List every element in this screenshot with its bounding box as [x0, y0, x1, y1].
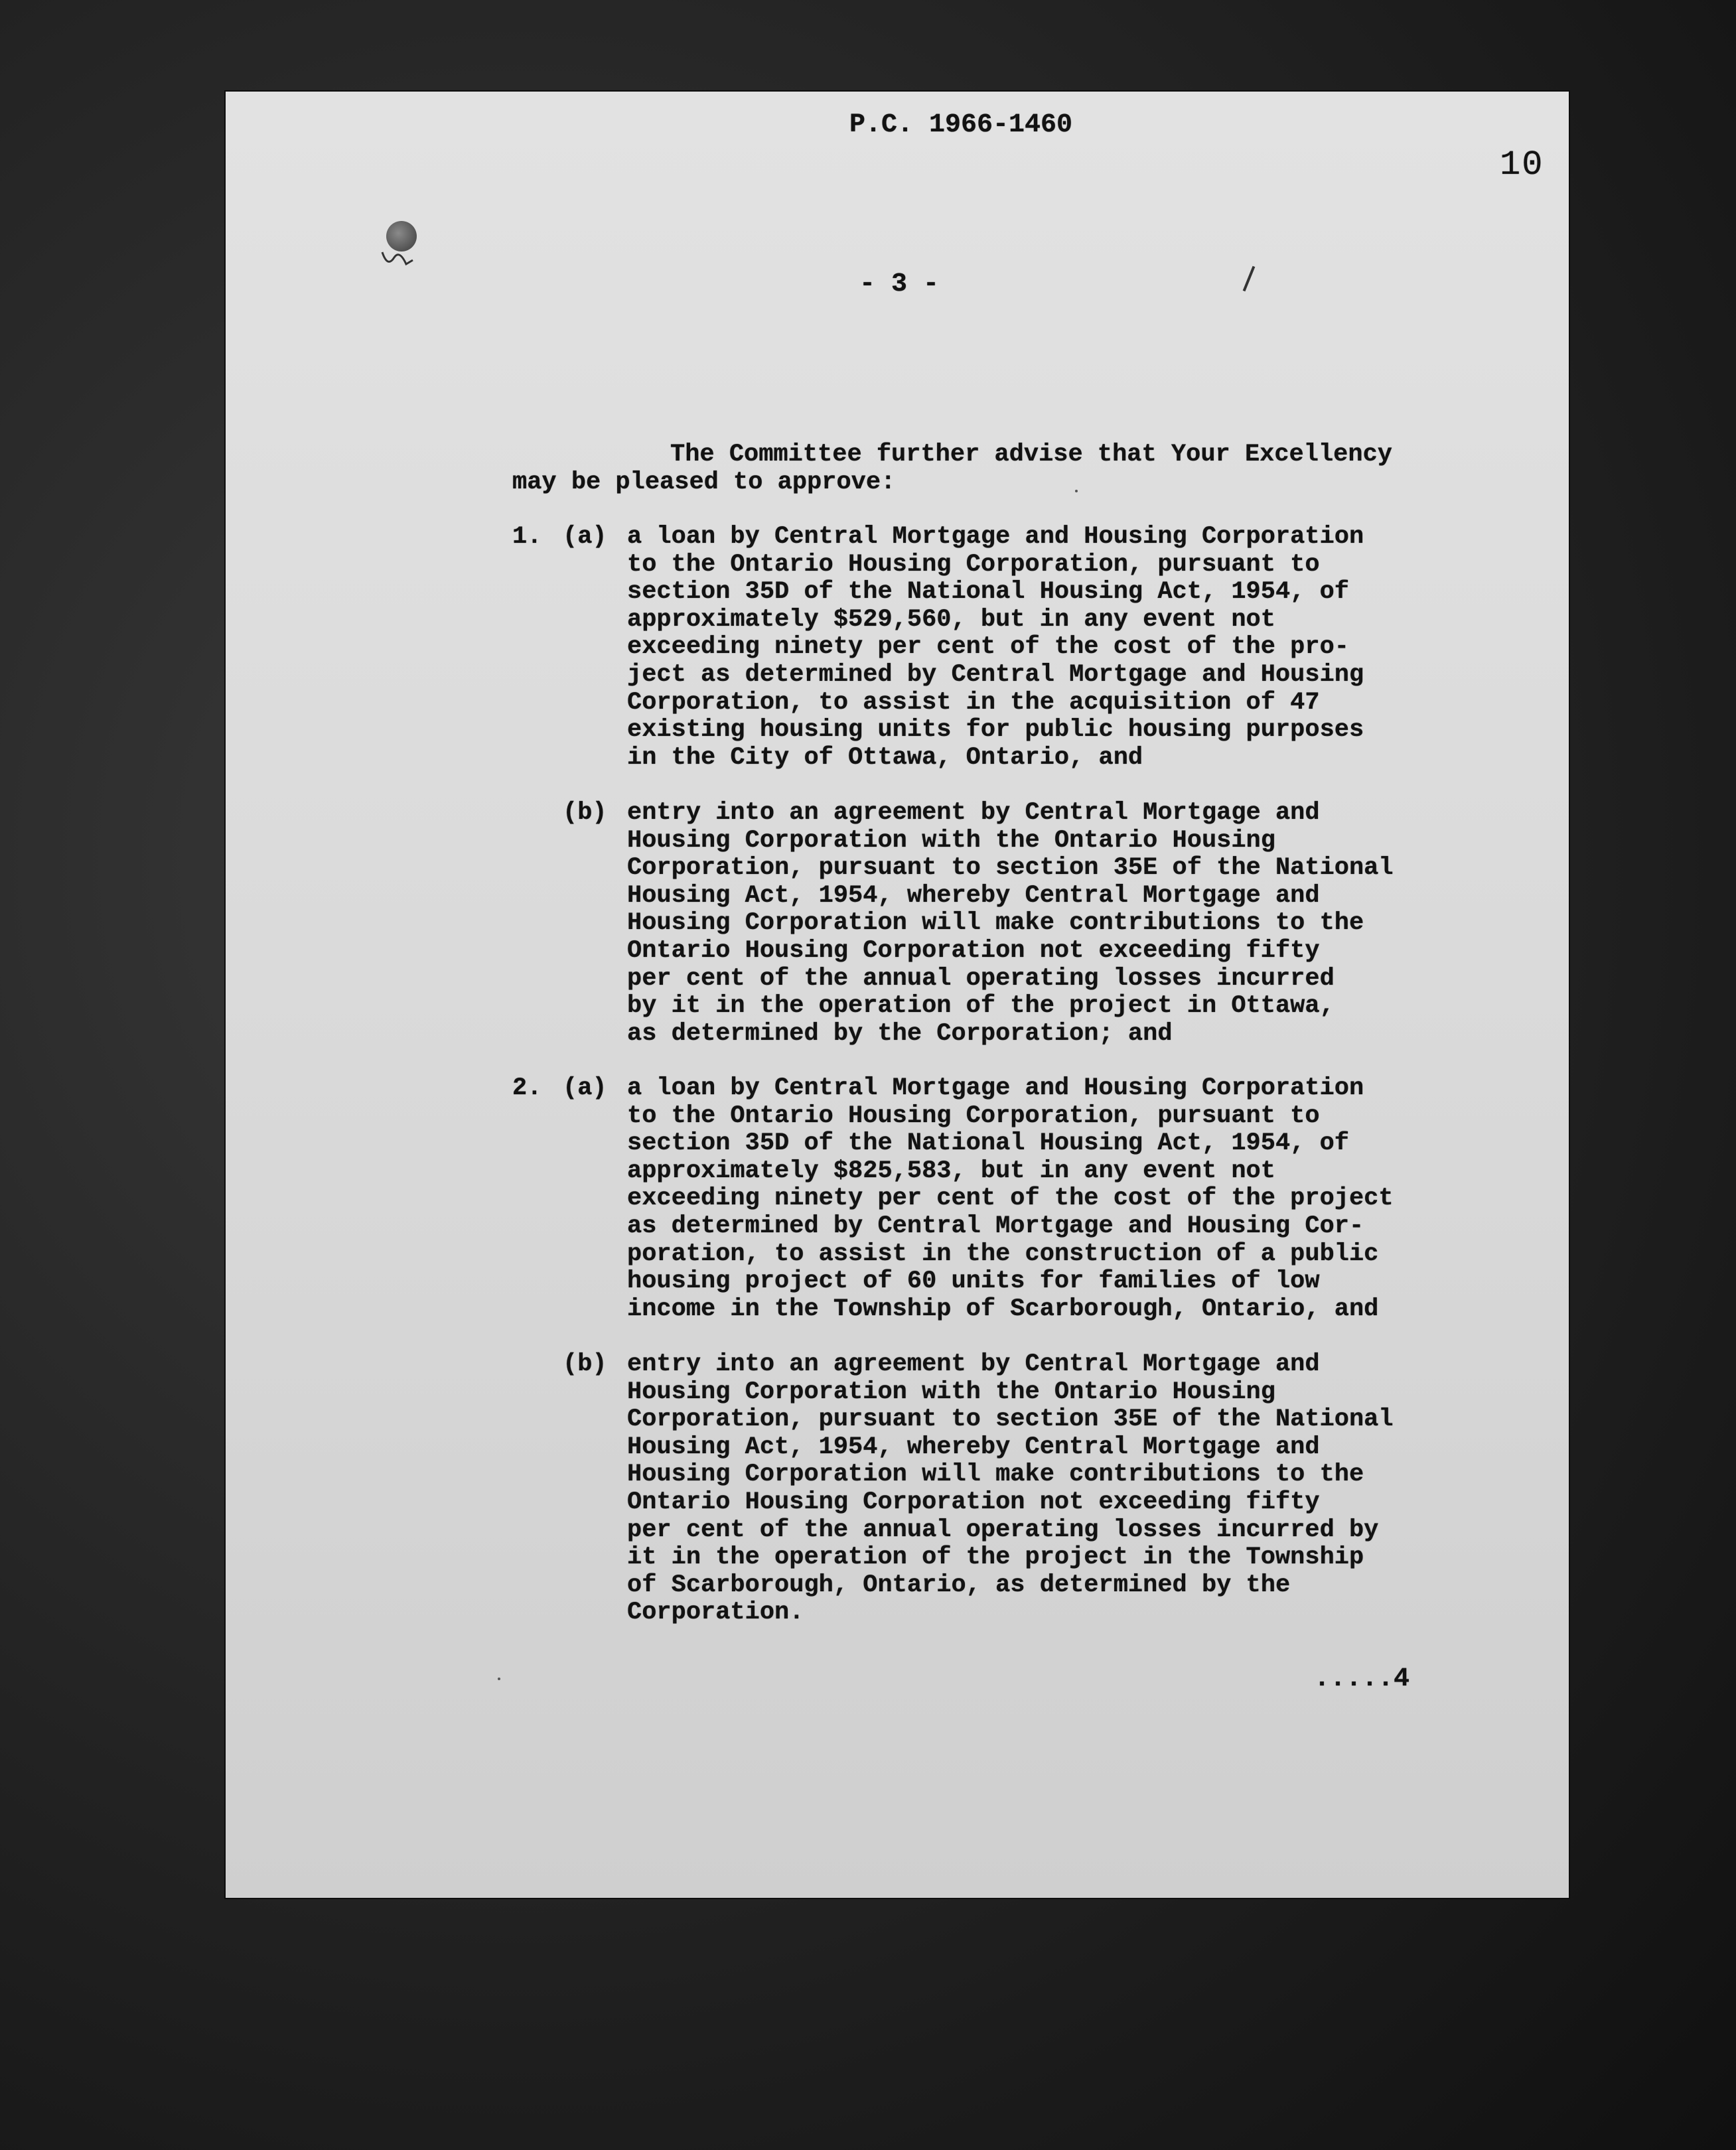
clause-1b [627, 800, 1394, 1048]
paper-speck [1075, 490, 1078, 492]
clause-line: housing project of 60 units for families of low [627, 1267, 1320, 1296]
clause-line: to the Ontario Housing Corporation, pursuant to [627, 1102, 1320, 1130]
clause-line: Housing Corporation will make contributions to the [627, 1461, 1364, 1489]
clause-line: per cent of the annual operating losses incurred by [627, 1516, 1379, 1544]
page-number: - 3 - [859, 269, 940, 299]
item-number: 2. [512, 1074, 542, 1102]
clause-line: Ontario Housing Corporation not exceeding fifty [627, 1488, 1320, 1516]
clause-line: in the City of Ottawa, Ontario, and [627, 743, 1143, 772]
clause-1a [627, 524, 1364, 772]
clause-line: Corporation, pursuant to section 35E of the National [627, 854, 1394, 883]
item-number: 1. [512, 523, 542, 551]
stray-mark [1243, 266, 1256, 292]
clause-line: exceeding ninety per cent of the cost of the project [627, 1184, 1394, 1213]
punch-hole [386, 221, 417, 251]
clause-line: existing housing units for public housing purposes [627, 716, 1364, 745]
clause-line: of Scarborough, Ontario, as determined by the [627, 1571, 1291, 1599]
clause-line: Ontario Housing Corporation not exceeding fifty [627, 936, 1320, 965]
clause-line: a loan by Central Mortgage and Housing Corporation [627, 1074, 1364, 1102]
clause-2b [627, 1351, 1394, 1627]
clause-line: section 35D of the National Housing Act, 1954, of [627, 1129, 1349, 1158]
clause-line: a loan by Central Mortgage and Housing Corporation [627, 523, 1364, 551]
paper-speck [498, 1678, 500, 1680]
subitem-label: (a) [563, 1074, 607, 1102]
clause-line: ject as determined by Central Mortgage and Housing [627, 660, 1364, 689]
clause-line: per cent of the annual operating losses incurred [627, 964, 1335, 993]
clause-line: entry into an agreement by Central Mortgage and [627, 799, 1320, 827]
clause-line: approximately $825,583, but in any event not [627, 1157, 1275, 1185]
subitem-label: (b) [563, 799, 607, 827]
clause-line: poration, to assist in the construction of a public [627, 1240, 1379, 1268]
intro-line: The Committee further advise that Your Excellency [670, 441, 1392, 468]
clause-line: Housing Corporation with the Ontario Housing [627, 826, 1275, 855]
clause-line: exceeding ninety per cent of the cost of the pro- [627, 633, 1349, 662]
clause-line: as determined by the Corporation; and [627, 1019, 1173, 1048]
clause-line: Corporation, to assist in the acquisition of 47 [627, 688, 1320, 717]
subitem-label: (a) [563, 523, 607, 551]
clause-line: Corporation, pursuant to section 35E of the National [627, 1405, 1394, 1434]
clause-line: Housing Act, 1954, whereby Central Mortgage and [627, 881, 1320, 910]
clause-line: by it in the operation of the project in Ottawa, [627, 992, 1335, 1021]
order-reference: P.C. 1966-1460 [849, 110, 1073, 140]
subitem-label: (b) [563, 1350, 607, 1378]
clause-line: section 35D of the National Housing Act, 1954, of [627, 578, 1349, 607]
clause-line: Corporation. [627, 1599, 804, 1627]
pencil-mark [380, 248, 419, 275]
intro-line: may be pleased to approve: [512, 468, 896, 496]
continuation-marker: .....4 [1314, 1664, 1410, 1694]
clause-2a [627, 1075, 1394, 1323]
clause-line: income in the Township of Scarborough, Ontario, and [627, 1295, 1379, 1323]
folio-number: 10 [1500, 145, 1544, 184]
clause-line: to the Ontario Housing Corporation, pursuant to [627, 550, 1320, 579]
clause-line: Housing Corporation with the Ontario Housing [627, 1378, 1275, 1406]
clause-line: Housing Corporation will make contributions to the [627, 909, 1364, 938]
document-page [226, 92, 1569, 1898]
clause-line: approximately $529,560, but in any event not [627, 605, 1275, 634]
clause-line: entry into an agreement by Central Mortgage and [627, 1350, 1320, 1378]
clause-line: as determined by Central Mortgage and Housing Cor- [627, 1212, 1364, 1240]
clause-line: Housing Act, 1954, whereby Central Mortgage and [627, 1433, 1320, 1461]
clause-line: it in the operation of the project in the Township [627, 1543, 1364, 1572]
